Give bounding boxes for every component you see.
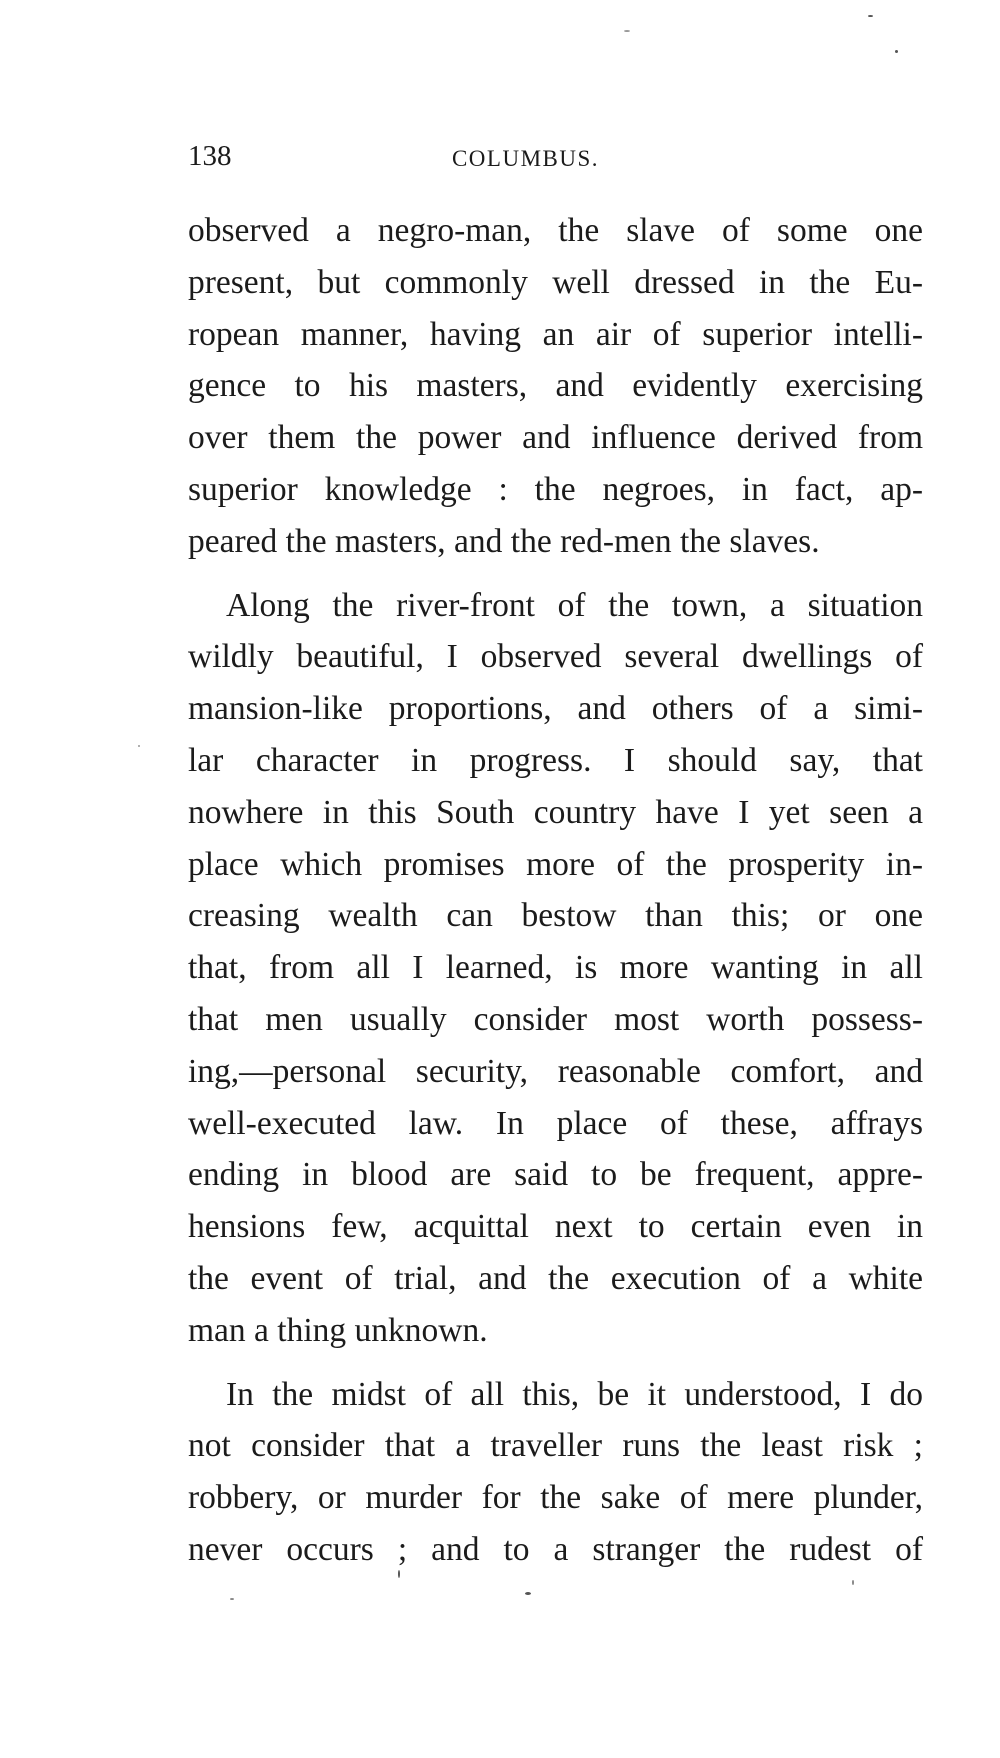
text-line: Along the river-front of the town, a situation xyxy=(226,586,923,624)
text-line: man a thing unknown. xyxy=(188,1311,488,1349)
text-line: creasing wealth can bestow than this; or one xyxy=(188,897,923,935)
text-line: peared the masters, and the red-men the slaves. xyxy=(188,522,820,560)
text-line: that men usually consider most worth possess- xyxy=(188,1000,923,1038)
text-line: place which promises more of the prosperity in- xyxy=(188,845,923,883)
text-line: gence to his masters, and evidently exercising xyxy=(188,367,923,405)
scan-speck xyxy=(230,1598,234,1600)
scan-speck xyxy=(868,15,873,17)
text-line: mansion-like proportions, and others of a simi- xyxy=(188,690,923,728)
text-line: robbery, or murder for the sake of mere plunder, xyxy=(188,1479,923,1517)
scan-speck xyxy=(895,50,898,53)
paragraph-gap xyxy=(188,568,923,580)
text-line: observed a negro-man, the slave of some one xyxy=(188,212,923,249)
text-line: nowhere in this South country have I yet seen a xyxy=(188,793,923,831)
text-line: never occurs ; and to a stranger the rudest of xyxy=(188,1530,923,1568)
running-head: COLUMBUS. xyxy=(451,146,600,171)
scan-speck xyxy=(138,745,140,747)
text-line: In the midst of all this, be it understood, I do xyxy=(226,1375,923,1413)
text-line: wildly beautiful, I observed several dwellings of xyxy=(188,638,923,676)
paragraph-1 xyxy=(188,205,923,568)
text-line: the event of trial, and the execution of a white xyxy=(188,1259,923,1297)
paragraph-gap xyxy=(188,1357,923,1369)
text-line: superior knowledge : the negroes, in fact, ap- xyxy=(188,470,923,508)
text-line: present, but commonly well dressed in the Eu- xyxy=(188,263,923,301)
paragraph-2 xyxy=(188,580,923,1357)
text-line: not consider that a traveller runs the least risk ; xyxy=(188,1427,923,1465)
page-header xyxy=(188,140,923,184)
scan-speck xyxy=(525,1592,531,1595)
text-line: ropean manner, having an air of superior intelli- xyxy=(188,315,923,353)
text-line: hensions few, acquittal next to certain even in xyxy=(188,1208,923,1246)
text-line: that, from all I learned, is more wanting in all xyxy=(188,949,923,987)
scan-speck xyxy=(398,1570,400,1578)
text-line: well-executed law. In place of these, affrays xyxy=(188,1104,923,1142)
text-line: over them the power and influence derived from xyxy=(188,419,923,457)
scan-speck xyxy=(624,30,630,32)
text-line: lar character in progress. I should say, that xyxy=(188,741,923,779)
body-text xyxy=(188,205,923,1576)
scan-speck xyxy=(852,1580,854,1585)
page-number: 138 xyxy=(188,140,232,172)
text-line: ending in blood are said to be frequent, appre- xyxy=(188,1156,923,1194)
text-line: ing,—personal security, reasonable comfort, and xyxy=(188,1052,923,1090)
paragraph-3 xyxy=(188,1369,923,1576)
